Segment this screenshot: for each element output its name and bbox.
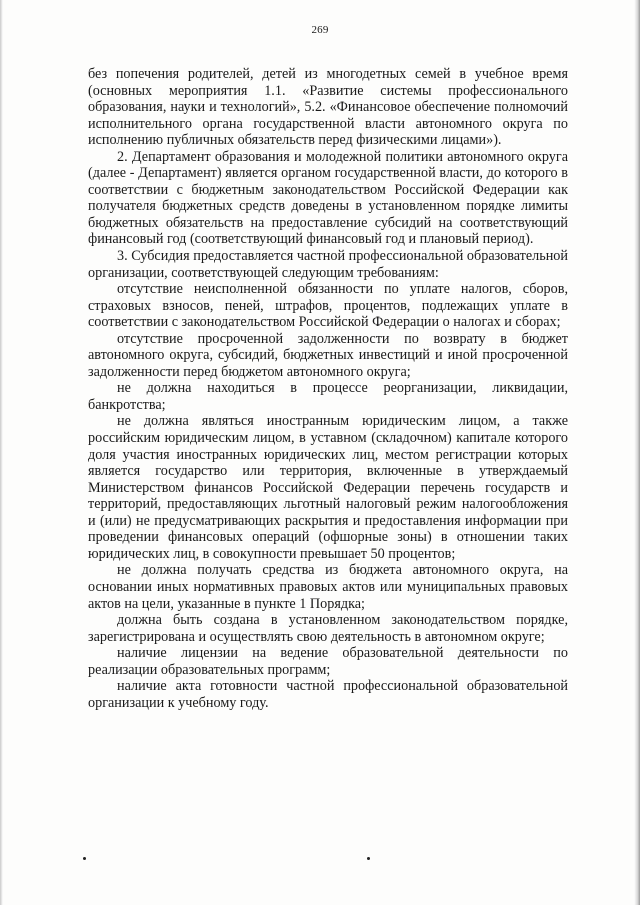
requirement-no-reorganization: не должна находиться в процессе реорганизации, ликвидации, банкротства; — [88, 380, 568, 413]
requirement-no-tax-debt: отсутствие неисполненной обязанности по уплате налогов, сборов, страховых взносов, пеней, штрафов, процентов, подлежащих уплате в соответствии с законодательством Российской Федерации о налогах и сборах; — [88, 281, 568, 331]
requirement-registered: должна быть создана в установленном законодательством порядке, зарегистрирована и осуществлять свою деятельность в автономном округе; — [88, 612, 568, 645]
paragraph-item-3: 3. Субсидия предоставляется частной профессиональной образовательной организации, соответствующей следующим требованиям: — [88, 248, 568, 281]
requirement-not-foreign-entity: не должна являться иностранным юридическим лицом, а также российским юридическим лицом, в уставном (складочном) капитале которого доля участия иностранных юридических лиц, местом регистрации которых является государство или территория, включенные в утверждаемый Министерством финансов Российской Федерации перечень государств и территорий, предоставляющих льготный налоговый режим налогообложения и (или) не предусматривающих раскрытия и предоставления информации при проведении финансовых операций (офшорные зоны) в отношении таких юридических лиц, в совокупности превышает 50 процентов; — [88, 413, 568, 562]
page-number: 269 — [311, 24, 329, 36]
scan-speck-left — [83, 857, 86, 860]
requirement-license: наличие лицензии на ведение образовательной деятельности по реализации образовательных программ; — [88, 645, 568, 678]
scan-speck-right — [367, 857, 370, 860]
requirement-readiness-act: наличие акта готовности частной профессиональной образовательной организации к учебному году. — [88, 678, 568, 711]
requirement-no-other-funds: не должна получать средства из бюджета автономного округа, на основании иных нормативных правовых актов или муниципальных правовых актов на цели, указанные в пункте 1 Порядка; — [88, 562, 568, 612]
document-body — [88, 66, 568, 711]
paragraph-item-2: 2. Департамент образования и молодежной политики автономного округа (далее - Департамент) является органом государственной власти, до которого в соответствии с бюджетным законодательством Российской Федерации как получателя бюджетных средств доведены в установленном порядке лимиты бюджетных обязательств на предоставление субсидий на соответствующий финансовый год (соответствующий финансовый год и плановый период). — [88, 148, 568, 248]
page-edge-left — [0, 0, 3, 905]
page-edge-right — [634, 0, 640, 905]
requirement-no-overdue-debt: отсутствие просроченной задолженности по возврату в бюджет автономного округа, субсидий, бюджетных инвестиций и иной просроченной задолженности перед бюджетом автономного округа; — [88, 330, 568, 380]
paragraph-continuation: без попечения родителей, детей из многодетных семей в учебное время (основных мероприятия 1.1. «Развитие системы профессионального образования, науки и технологий», 5.2. «Финансовое обеспечение полномочий исполнительного органа государственной власти автономного округа по исполнению публичных обязательств перед физическими лицами»). — [88, 66, 568, 149]
